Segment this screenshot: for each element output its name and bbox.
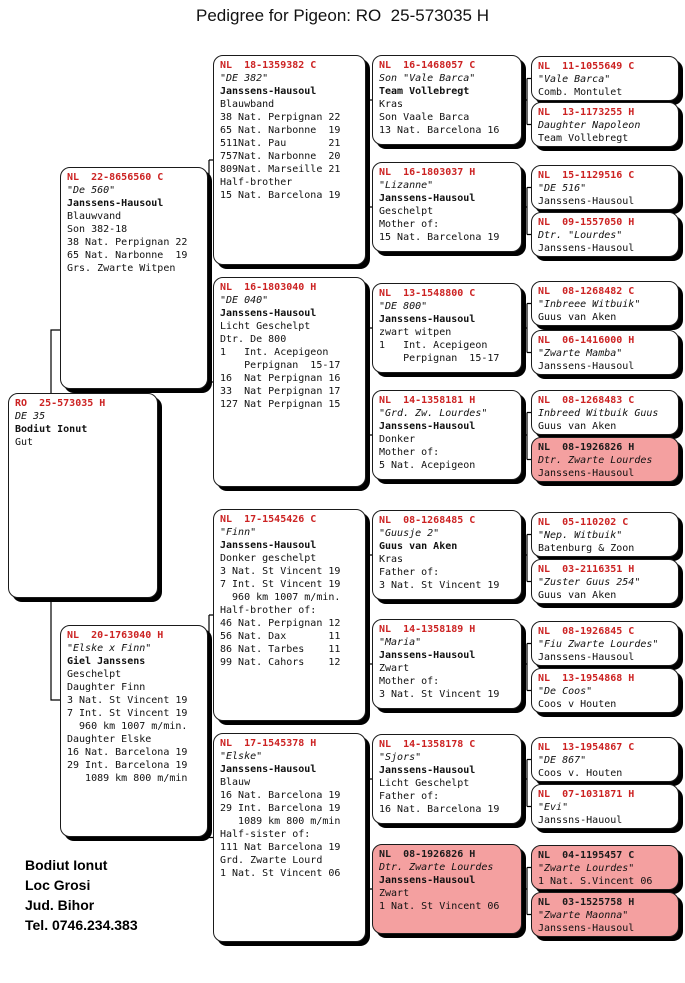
pedigree-line: Donker [379,434,416,445]
pedigree-line: 3 Nat. St Vincent 19 [379,689,500,700]
pedigree-line: 33 Nat Perpignan 17 [220,386,341,397]
breeder-name: Guus van Aken [379,541,458,552]
pedigree-line: 1 Int. Acepigeon [220,347,329,358]
connector [522,79,531,125]
pedigree-line: 86 Nat. Tarbes 11 [220,644,341,655]
pedigree-box-g2_1 [213,55,366,265]
pigeon-name: "DE 040" [220,295,269,306]
pedigree-line: 809Nat. Marseille 21 [220,164,341,175]
pedigree-line: Kras [379,99,404,110]
breeder-name: Janssens-Hausoul [67,198,164,209]
pedigree-line: 3 Nat. St Vincent 19 [220,566,341,577]
pedigree-line: Half-brother [220,177,293,188]
ring-number: NL 09-1557050 H [538,217,635,228]
pigeon-name: "De Coos" [538,686,593,697]
pedigree-line: Guus van Aken [538,312,617,323]
pedigree-line: 46 Nat. Perpignan 12 [220,618,341,629]
pedigree-line: Geschelpt [379,206,434,217]
ring-number: NL 06-1416000 H [538,335,635,346]
pigeon-name: "DE 867" [538,755,587,766]
pedigree-box-dam [60,625,208,837]
ring-number: NL 16-1468057 C [379,60,476,71]
pedigree-line: Blauw [220,777,251,788]
pedigree-line: 13 Nat. Barcelona 16 [379,125,500,136]
pigeon-name: "Lizanne" [379,180,434,191]
pedigree-box-g3_6 [372,619,522,709]
pedigree-line: Mother of: [379,219,440,230]
pigeon-name: "Nep. Witbuik" [538,530,623,541]
breeder-name: Janssens-Hausoul [379,765,476,776]
pedigree-line: Son 382-18 [67,224,128,235]
pedigree-line: Batenburg & Zoon [538,543,635,554]
pedigree-box-g3_7 [372,734,522,824]
pedigree-box-sire [60,167,208,389]
pedigree-box-g4_08 [531,437,679,482]
pedigree-line: 960 km 1007 m/min. [67,721,188,732]
pigeon-name: "Sjors" [379,752,422,763]
pedigree-line: Licht Geschelpt [379,778,470,789]
pigeon-name: "Zwarte Lourdes" [538,863,635,874]
pedigree-box-g4_06 [531,330,679,375]
ring-number: NL 08-1926826 H [379,849,476,860]
breeder-name: Giel Janssens [67,656,146,667]
pedigree-line: Half-sister of: [220,829,311,840]
ring-number: NL 08-1268485 C [379,515,476,526]
owner-location: Loc Grosi [25,877,91,893]
breeder-name: Janssens-Hausoul [379,193,476,204]
ring-number: NL 17-1545426 C [220,514,317,525]
pedigree-box-g4_05 [531,281,679,326]
breeder-name: Janssens-Hausoul [379,650,476,661]
pedigree-line: Half-brother of: [220,605,317,616]
pedigree-box-subject [8,393,158,598]
pedigree-line: Blauwband [220,99,275,110]
connector [522,868,531,915]
breeder-name: Janssens-Hausoul [379,875,476,886]
pedigree-line: 38 Nat. Perpignan 22 [67,237,188,248]
connector [522,644,531,691]
breeder-name: Janssens-Hausoul [220,764,317,775]
pigeon-name: "Maria" [379,637,422,648]
ring-number: NL 16-1803037 H [379,167,476,178]
pigeon-name: "Elske" [220,751,263,762]
ring-number: NL 20-1763040 H [67,630,164,641]
connector [51,597,60,700]
pedigree-line: 127 Nat Perpignan 15 [220,399,341,410]
pedigree-line: 16 Nat Perpignan 16 [220,373,341,384]
breeder-name: Janssens-Hausoul [379,421,476,432]
pedigree-box-g4_15 [531,845,679,890]
pedigree-line: 16 Nat. Barcelona 19 [220,790,341,801]
breeder-name: Janssens-Hausoul [220,308,317,319]
pigeon-name: DE 35 [15,411,46,422]
ring-number: NL 13-1954867 C [538,742,635,753]
pedigree-line: 5 Nat. Acepigeon [379,460,476,471]
ring-number: NL 15-1129516 C [538,170,635,181]
pedigree-line: 29 Int. Barcelona 19 [220,803,341,814]
pigeon-name: "Zuster Guus 254" [538,577,641,588]
pedigree-line: Zwart [379,888,410,899]
pedigree-line: Zwart [379,663,410,674]
pedigree-line: Janssns-Hauoul [538,815,623,826]
pedigree-box-g4_03 [531,165,679,210]
pedigree-line: Father of: [379,791,440,802]
pedigree-line: Team Vollebregt [538,133,629,144]
pigeon-name: "Elske x Finn" [67,643,152,654]
pedigree-line: 1 Nat. St Vincent 06 [379,901,500,912]
owner-name: Bodiut Ionut [25,857,108,873]
pedigree-line: 16 Nat. Barcelona 19 [379,804,500,815]
pedigree-line: Comb. Montulet [538,87,623,98]
pigeon-name: "Fiu Zwarte Lourdes" [538,639,659,650]
pedigree-box-g4_02 [531,102,679,147]
pedigree-line: Licht Geschelpt [220,321,311,332]
pigeon-name: "Guusje 2" [379,528,440,539]
connector [522,760,531,807]
ring-number: NL 13-1173255 H [538,107,635,118]
pedigree-line: 1089 km 800 m/min [67,773,188,784]
pigeon-name: "Zwarte Maonna" [538,910,629,921]
breeder-name: Janssens-Hausoul [220,86,317,97]
pedigree-line: 15 Nat. Barcelona 19 [220,190,341,201]
pedigree-line: Coos v. Houten [538,768,623,779]
pedigree-line: 16 Nat. Barcelona 19 [67,747,188,758]
pedigree-line: Janssens-Hausoul [538,243,635,254]
pedigree-line: Coos v Houten [538,699,617,710]
ring-number: NL 03-1525758 H [538,897,635,908]
pigeon-name: "Finn" [220,527,257,538]
pedigree-line: Mother of: [379,676,440,687]
breeder-name: Bodiut Ionut [15,424,88,435]
pedigree-box-g4_14 [531,784,679,829]
pedigree-line: 1 Int. Acepigeon [379,340,488,351]
pigeon-name: Dtr. "Lourdes" [538,230,623,241]
pedigree-box-g4_11 [531,621,679,666]
pigeon-name: Dtr. Zwarte Lourdes [379,862,494,873]
pedigree-line: 15 Nat. Barcelona 19 [379,232,500,243]
pedigree-box-g2_3 [213,509,366,721]
pedigree-line: Daughter Elske [67,734,152,745]
pigeon-name: "DE 382" [220,73,269,84]
connector [522,413,531,460]
pigeon-name: "Inbreee Witbuik" [538,299,641,310]
pedigree-line: 511Nat. Pau 21 [220,138,341,149]
pedigree-line: Janssens-Hausoul [538,923,635,934]
pedigree-line: 1089 km 800 m/min [220,816,341,827]
owner-phone: Tel. 0746.234.383 [25,917,138,933]
ring-number: NL 11-1055649 C [538,61,635,72]
pedigree-box-g3_3 [372,283,522,373]
pedigree-line: Janssens-Hausoul [538,196,635,207]
pedigree-box-g4_04 [531,212,679,257]
ring-number: NL 07-1031871 H [538,789,635,800]
pedigree-box-g3_2 [372,162,522,252]
pedigree-line: Grs. Zwarte Witpen [67,263,176,274]
pedigree-box-g4_10 [531,559,679,604]
pedigree-box-g4_16 [531,892,679,937]
pedigree-line: Guus van Aken [538,590,617,601]
pigeon-name: "DE 516" [538,183,587,194]
pigeon-name: "Evi" [538,802,569,813]
pedigree-box-g2_2 [213,277,366,487]
ring-number: NL 14-1358181 H [379,395,476,406]
pedigree-line: Grd. Zwarte Lourd [220,855,323,866]
ring-number: NL 08-1268482 C [538,286,635,297]
pedigree-line: Geschelpt [67,669,122,680]
pedigree-line: 1 Nat. S.Vincent 06 [538,876,653,887]
pedigree-line: zwart witpen [379,327,452,338]
pedigree-line: Perpignan 15-17 [220,360,341,371]
pedigree-line: 65 Nat. Narbonne 19 [67,250,188,261]
pigeon-name: "De 560" [67,185,116,196]
pedigree-line: 1 Nat. St Vincent 06 [220,868,341,879]
connector [51,330,60,394]
pedigree-box-g3_1 [372,55,522,145]
pigeon-name: "DE 800" [379,301,428,312]
pedigree-line: 56 Nat. Dax 11 [220,631,341,642]
ring-number: NL 22-8656560 C [67,172,164,183]
owner-info [25,855,138,935]
ring-number: NL 08-1268483 C [538,395,635,406]
pedigree-line: 7 Int. St Vincent 19 [220,579,341,590]
pigeon-name: Dtr. Zwarte Lourdes [538,455,653,466]
pigeon-name: "Grd. Zw. Lourdes" [379,408,488,419]
pedigree-box-g3_8 [372,844,522,934]
pedigree-box-g3_5 [372,510,522,600]
ring-number: NL 04-1195457 C [538,850,635,861]
pedigree-line: 3 Nat. St Vincent 19 [67,695,188,706]
ring-number: NL 08-1926826 H [538,442,635,453]
page-title: Pedigree for Pigeon: RO 25-573035 H [196,6,489,25]
pedigree-line: Dtr. De 800 [220,334,287,345]
ring-number: NL 08-1926845 C [538,626,635,637]
pigeon-name: "Zwarte Mamba" [538,348,623,359]
pedigree-line: Janssens-Hausoul [538,361,635,372]
pedigree-box-g4_12 [531,668,679,713]
connector [522,304,531,353]
pedigree-line: 65 Nat. Narbonne 19 [220,125,341,136]
breeder-name: Team Vollebregt [379,86,470,97]
pigeon-name: Son "Vale Barca" [379,73,476,84]
pedigree-line: Mother of: [379,447,440,458]
ring-number: NL 16-1803040 H [220,282,317,293]
ring-number: NL 14-1358189 H [379,624,476,635]
pedigree-line: Daughter Finn [67,682,146,693]
pedigree-box-g2_4 [213,733,366,942]
pigeon-name: Daughter Napoleon [538,120,641,131]
pedigree-line: 38 Nat. Perpignan 22 [220,112,341,123]
pedigree-box-g4_13 [531,737,679,782]
ring-number: NL 13-1954868 H [538,673,635,684]
pedigree-line: Perpignan 15-17 [379,353,500,364]
pedigree-line: 960 km 1007 m/min. [220,592,341,603]
pedigree-line: Janssens-Hausoul [538,652,635,663]
pedigree-line: Guus van Aken [538,421,617,432]
pedigree-line: 99 Nat. Cahors 12 [220,657,341,668]
connector [522,188,531,235]
pedigree-box-g4_07 [531,390,679,435]
pedigree-line: Blauwvand [67,211,122,222]
ring-number: NL 13-1548800 C [379,288,476,299]
connector [522,535,531,582]
pigeon-name: "Vale Barca" [538,74,611,85]
pedigree-line: Gut [15,437,34,448]
owner-county: Jud. Bihor [25,897,95,913]
pedigree-line: 111 Nat Barcelona 19 [220,842,341,853]
ring-number: NL 17-1545378 H [220,738,317,749]
pedigree-line: 29 Int. Barcelona 19 [67,760,188,771]
ring-number: NL 05-110202 C [538,517,629,528]
breeder-name: Janssens-Hausoul [220,540,317,551]
pedigree-line: Son Vaale Barca [379,112,470,123]
pedigree-box-g4_09 [531,512,679,557]
ring-number: NL 14-1358178 C [379,739,476,750]
ring-number: NL 18-1359382 C [220,60,317,71]
pedigree-line: 7 Int. St Vincent 19 [67,708,188,719]
pedigree-line: Janssens-Hausoul [538,468,635,479]
pedigree-box-g3_4 [372,390,522,480]
pigeon-name: Inbreed Witbuik Guus [538,408,659,419]
pedigree-box-g4_01 [531,56,679,101]
pedigree-line: 3 Nat. St Vincent 19 [379,580,500,591]
breeder-name: Janssens-Hausoul [379,314,476,325]
ring-number: NL 03-2116351 H [538,564,635,575]
pedigree-line: 757Nat. Narbonne 20 [220,151,341,162]
pedigree-line: Donker geschelpt [220,553,317,564]
ring-number: RO 25-573035 H [15,398,106,409]
pedigree-line: Father of: [379,567,440,578]
pedigree-line: Kras [379,554,404,565]
